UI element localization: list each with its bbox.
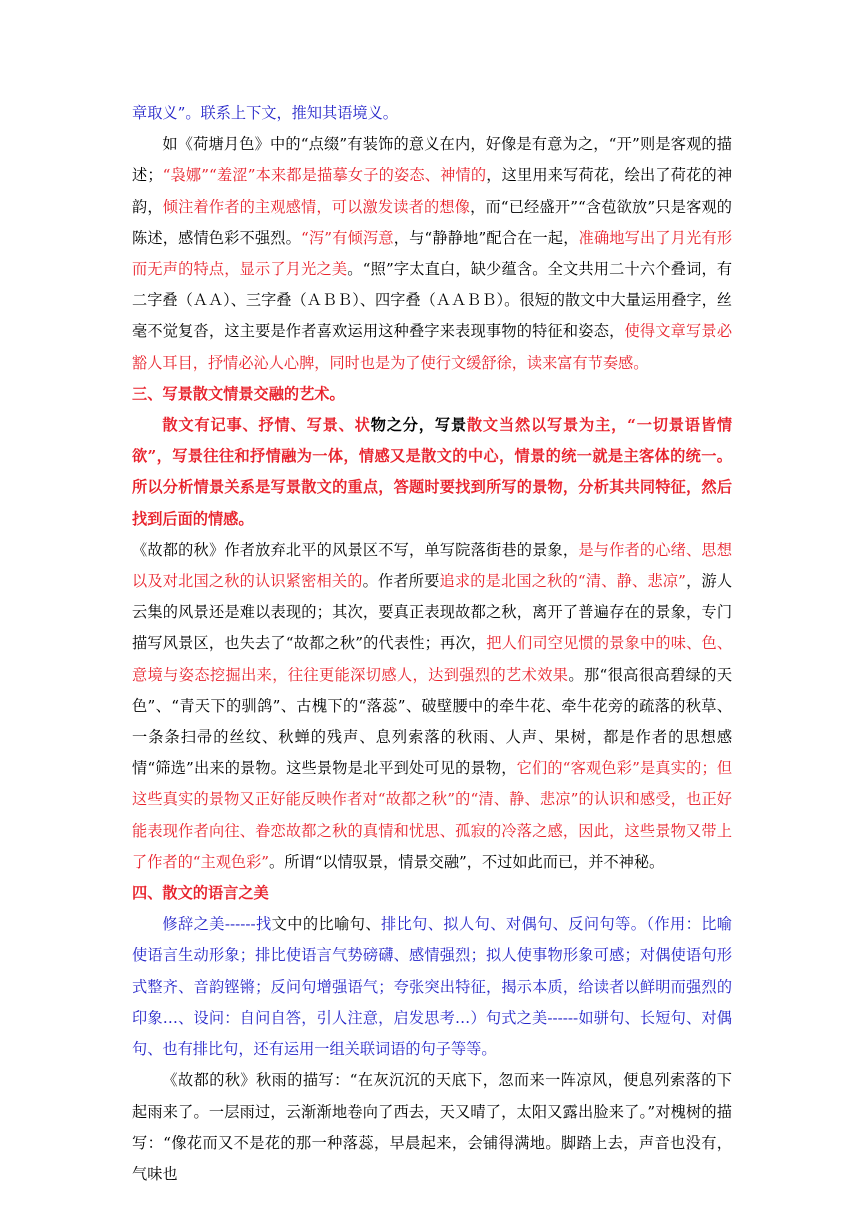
gudu-de-qiu-paragraph [132,535,732,878]
text-run: 倾注着作者的主观感情，可以激发读者的想像 [162,197,471,216]
text-run: 排比句、拟人句、对偶句、反问句等。（作用：比喻使语言生动形象；排比使语言气势磅礴、感情强烈；拟人使事物形象可感；对偶使语句形式整齐、音韵铿锵；反问句增强语气；夸张突出特征，揭示本质，给读者以鲜明而强烈的印象…、设问：自问自答，引人注意，启发思考…）句式之美------如骈句、长短句、对偶句、也有排比句，还有运用一组关联词语的句子等等。 [132,915,732,1059]
text-run: 《故都的秋》作者放弃北平的风景区不写，单写院落街巷的景象， [132,540,579,559]
text-run: 散文当然以写景为主，“一切景语皆情欲”，写景往往和抒情融为一体，情感又是散文的中心，情景的统一就是主客体的统一。所以分析情景关系是写景散文的重点，答题时要找到所写的景物，分析其共同特征，然后找到后面的情感。 [132,416,733,528]
text-run: ，游人云集的风景还是难以表现的；其次，要真正表现故都之秋，离开了普遍存在的景象，专门描写风景区，也失去了“故都之秋”的代表性；再次， [132,572,733,653]
text-run: 准确地写出了月光有形而无声的特点，显示了月光之美 [132,228,733,279]
text-run: 使得文章写景必豁人耳目，抒情必沁人心脾，同时也是为了使行文缓舒徐，读来富有节奏感。 [132,322,733,372]
text-run: 追求的是北国之秋的“清、静、悲凉” [439,572,686,591]
section-heading-4 [132,878,732,909]
hetang-yuese-paragraph [132,129,732,379]
text-run: 它们的“客观色彩”是真实的；但这些真实的景物又正好能反映作者对“故都之秋”的“清、静、悲凉”的认识和感受，也正好能表现作者向往、眷恋故都之秋的真情和忧思、孤寂的冷落之感，因此，这些景物又带上了作者的“主观色彩” [132,759,733,871]
text-run: 散文有记事、抒情、写景、状 [162,416,371,435]
text-run: 章取义”。联系上下文，推知其语境义。 [132,104,398,122]
text-run: 如《荷塘月色》中的“点缀”有装饰的意义在内，好像是有意为之，“开”则是客观的描述； [132,135,732,185]
text-run: 文中的比喻句、 [271,915,381,934]
text-run: ，而“已经盛开”“含苞欲放”只是客观的陈述，感情色彩不强烈。 [132,197,732,247]
text-run: 把人们司空见惯的景象中的味、色、意境与姿态挖掘出来，往往更能深切感人，达到强烈的艺术效果 [132,634,733,684]
text-run: 修辞之美------找 [162,915,272,934]
section3-intro-paragraph [132,410,732,535]
continuation-paragraph [132,98,732,129]
autumn-rain-paragraph [132,1065,732,1190]
text-run: ，这里用来写荷花，绘出了荷花的神韵， [132,166,733,216]
text-run: ，与“静静地”配合在一起， [393,228,579,247]
text-run: 。所谓“以情驭景，情景交融”，不过如此而已，并不神秘。 [269,852,665,871]
text-run: 。“照”字太直白，缺少蕴含。全文共用二十六个叠词，有二字叠（ＡＡ）、三字叠（ＡＢＢ）、四字叠（ＡＡＢＢ）。很短的散文中大量运用叠字，丝毫不觉复沓，这主要是作者喜欢运用这种叠字来表现事物的特征和姿态， [132,260,733,341]
text-run: 是与作者的心绪、思想以及对北国之秋的认识紧密相关的 [132,540,733,591]
rhetoric-paragraph [132,909,732,1065]
text-run: 。作者所要 [362,572,440,591]
text-run: “泻”有倾泻意 [301,228,394,247]
text-run: 三、写景散文情景交融的艺术。 [132,384,345,403]
text-run: “袅娜”“羞涩”本来都是描摹女子的姿态、神情的 [162,166,487,185]
text-run: 四、散文的语言之美 [132,884,269,903]
text-run: 物之分，写景 [370,416,467,435]
text-run: 。那“很高很高碧绿的天色”、“青天下的驯鸽”、古槐下的“落蕊”、破壁腰中的牵牛花、牵牛花旁的疏落的秋草、一条条扫帚的丝纹、秋蝉的残声、息列索落的秋雨、人声、果树，都是作者的思想感情“筛选”出来的景物。这些景物是北平到处可见的景物， [132,665,733,778]
text-run: 《故都的秋》秋雨的描写：“在灰沉沉的天底下，忽而来一阵凉风，便息列索落的下起雨来了。一层雨过，云渐渐地卷向了西去，天又晴了，太阳又露出脸来了。”对槐树的描写：“像花而又不是花的那一种落蕊，早晨起来，会铺得满地。脚踏上去，声音也没有，气味也 [132,1071,732,1183]
section-heading-3 [132,379,732,410]
